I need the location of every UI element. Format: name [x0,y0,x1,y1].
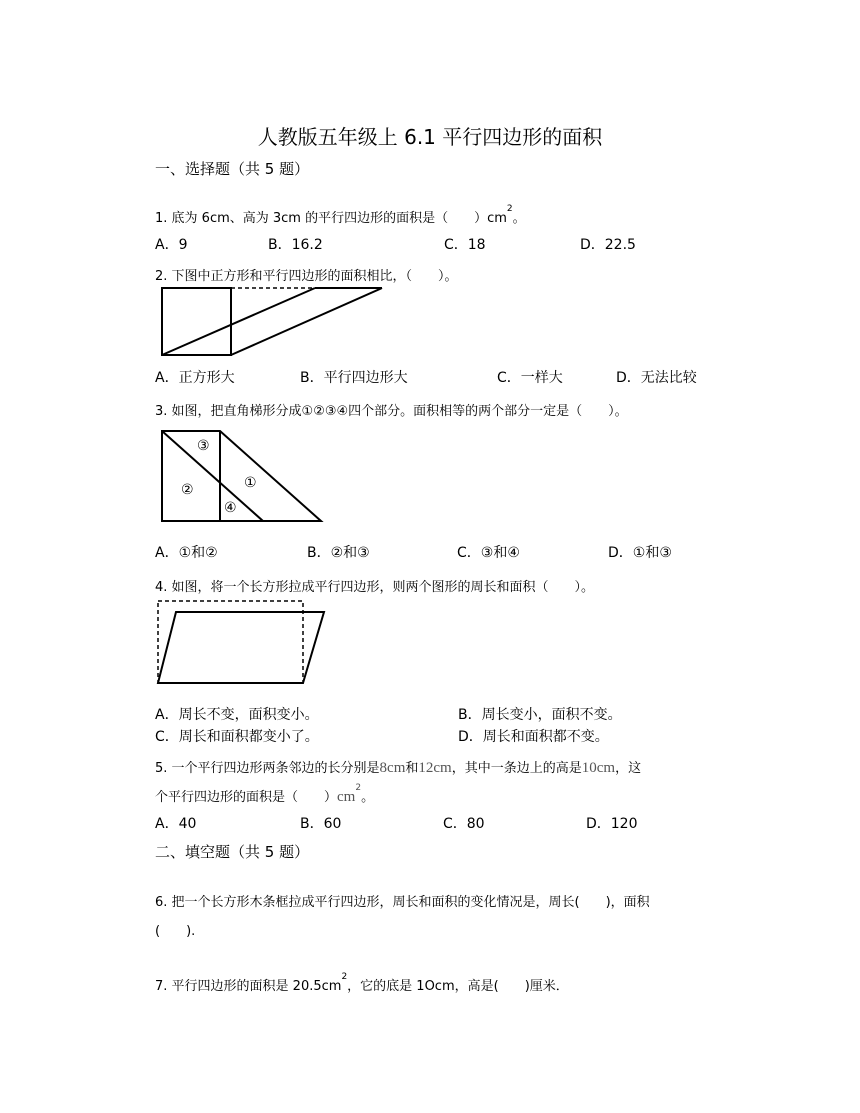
q3-label-3: ③ [197,438,210,454]
q1-option-a[interactable]: A．9 [155,237,188,253]
question-6-line-1: 6. 把一个长方形木条框拉成平行四边形，周长和面积的变化情况是，周长( )，面积 [155,895,650,910]
q5-text-f: 。 [361,790,375,805]
trapezoid-figure [155,425,330,528]
question-3: 3. 如图，把直角梯形分成①②③④四个部分。面积相等的两个部分一定是（ ）。 [155,404,628,419]
q5-value-3: 10cm [581,760,616,776]
q2-option-b[interactable]: B．平行四边形大 [300,370,408,386]
q5-option-a[interactable]: A．40 [155,816,197,832]
q1-option-d[interactable]: D．22.5 [580,237,636,253]
section-heading-choice: 一、选择题（共 5 题） [155,160,310,178]
question-7-sup: 2 [341,972,348,982]
q4-option-d[interactable]: D．周长和面积都不变。 [458,729,609,745]
q4-option-b[interactable]: B．周长变小，面积不变。 [458,707,622,723]
question-1-tail: 。 [512,211,526,226]
q1-option-c[interactable]: C．18 [444,237,486,253]
question-7-text: 7. 平行四边形的面积是 20.5cm [155,979,342,994]
q3-option-c[interactable]: C．③和④ [457,545,520,561]
q4-option-c[interactable]: C．周长和面积都变小了。 [155,729,319,745]
question-5-line-1 [155,757,641,777]
q3-option-a[interactable]: A．①和② [155,545,218,561]
q5-option-c[interactable]: C．80 [443,816,485,832]
question-7-tail: ，它的底是 1Ocm，高是( )厘米． [347,979,569,994]
question-1 [155,204,526,226]
q2-option-d[interactable]: D．无法比较 [616,370,697,386]
q2-option-a[interactable]: A．正方形大 [155,370,235,386]
question-1-sup: 2 [506,204,513,214]
q5-option-d[interactable]: D．120 [586,816,638,832]
q5-text-a: 5. 一个平行四边形两条邻边的长分别是 [155,761,380,776]
q5-text-b: 和 [405,761,419,776]
q1-option-b[interactable]: B．16.2 [268,237,323,253]
q5-value-2: 12cm [418,760,452,776]
square-parallelogram-figure [155,282,390,362]
question-1-text: 1. 底为 6cm、高为 3cm 的平行四边形的面积是（ ）cm [155,211,507,226]
q3-label-4: ④ [224,500,237,516]
question-7 [155,972,569,994]
q5-text-d: ，这 [615,761,642,776]
rectangle-parallelogram-figure [152,596,330,688]
q4-option-a[interactable]: A．周长不变，面积变小。 [155,707,319,723]
q5-unit: cm [337,789,356,805]
page-title: 人教版五年级上 6.1 平行四边形的面积 [257,125,603,149]
q3-option-b[interactable]: B．②和③ [307,545,370,561]
q3-label-2: ② [181,482,194,498]
q5-text-c: ，其中一条边上的高是 [451,761,582,776]
q5-text-e: 个平行四边形的面积是（ ） [155,790,338,805]
question-4: 4. 如图，将一个长方形拉成平行四边形，则两个图形的周长和面积（ ）。 [155,580,595,595]
question-5-line-2 [155,783,375,806]
q3-option-d[interactable]: D．①和③ [608,545,672,561]
q5-value-1: 8cm [379,760,406,776]
section-heading-fill: 二、填空题（共 5 题） [155,843,310,861]
q3-label-1: ① [244,475,257,491]
q2-option-c[interactable]: C．一样大 [497,370,563,386]
q5-unit-sup: 2 [355,783,362,793]
question-2: 2. 下图中正方形和平行四边形的面积相比，（ ）。 [155,269,458,284]
question-6-line-2: ( ). [155,924,196,939]
q5-option-b[interactable]: B．60 [300,816,342,832]
